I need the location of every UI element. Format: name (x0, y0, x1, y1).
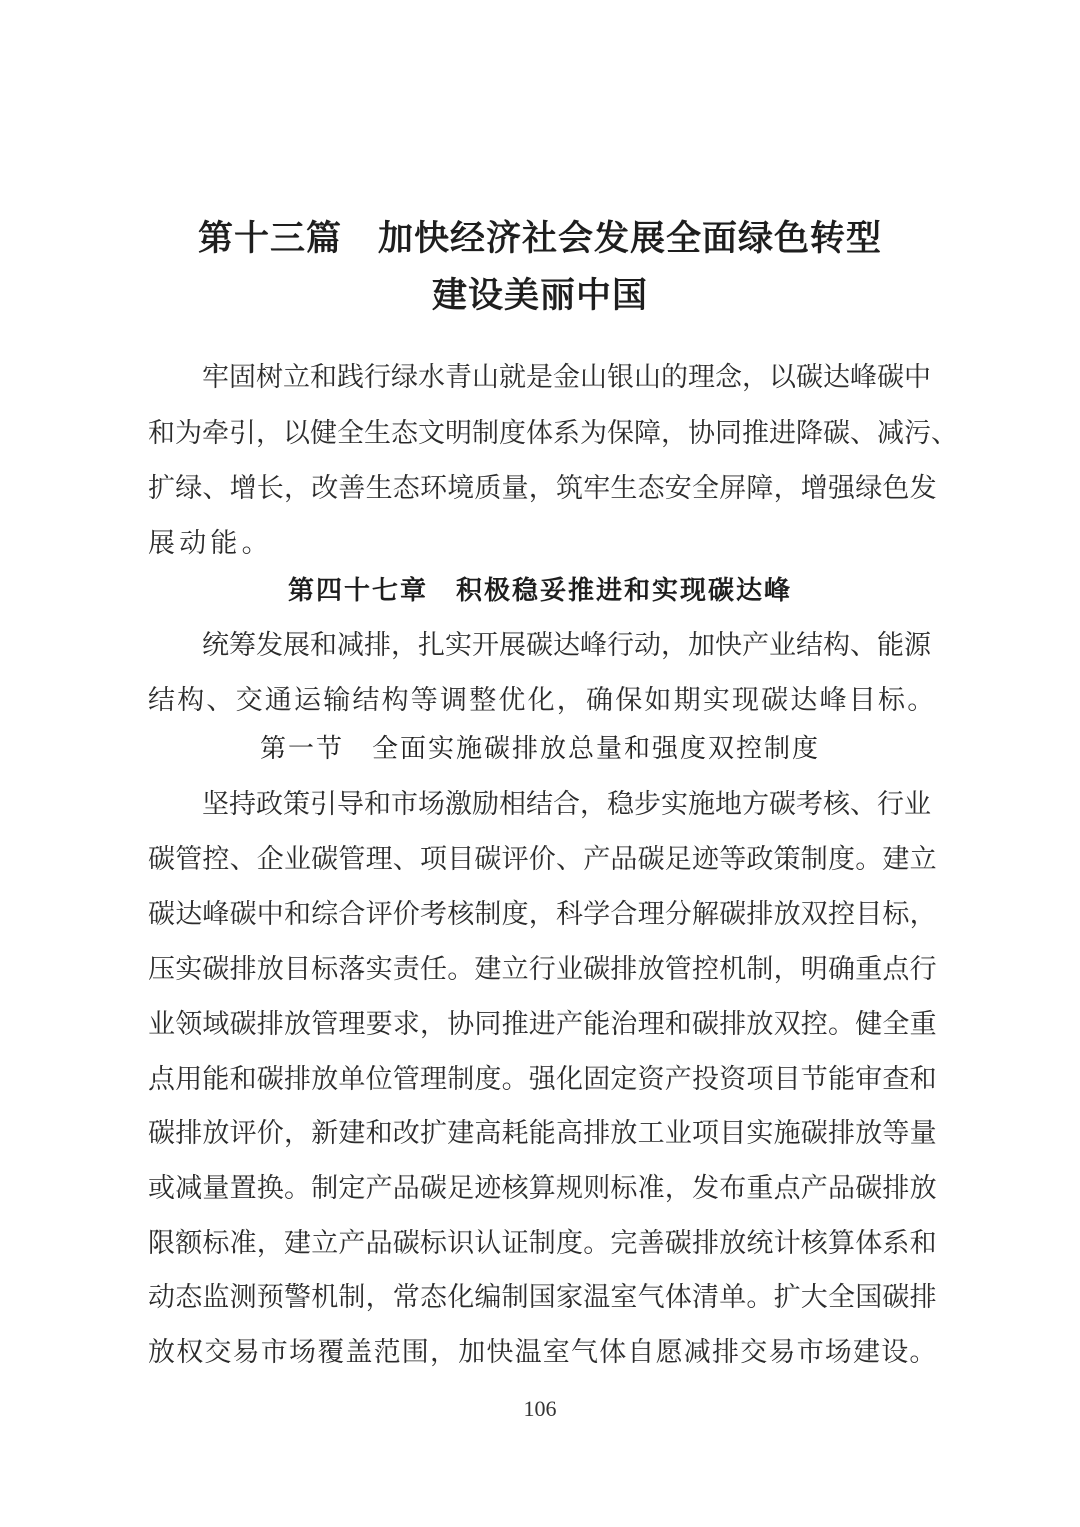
section-line-2: 碳管控、企业碳管理、项目碳评价、产品碳足迹等政策制度。建立 (148, 844, 937, 875)
section-line-1: 坚持政策引导和市场激励相结合，稳步实施地方碳考核、行业 (202, 789, 931, 820)
chapter-line-1: 统筹发展和减排，扎实开展碳达峰行动，加快产业结构、能源 (202, 630, 931, 661)
intro-line-3: 扩绿、增长，改善生态环境质量，筑牢生态安全屏障，增强绿色发 (148, 473, 937, 504)
intro-line-1: 牢固树立和践行绿水青山就是金山银山的理念，以碳达峰碳中 (202, 362, 931, 393)
section-line-8: 或减量置换。制定产品碳足迹核算规则标准，发布重点产品碳排放 (148, 1173, 937, 1204)
part-title-line-1: 第十三篇 加快经济社会发展全面绿色转型 (197, 219, 882, 259)
section-line-10: 动态监测预警机制，常态化编制国家温室气体清单。扩大全国碳排 (148, 1282, 937, 1313)
section-line-6: 点用能和碳排放单位管理制度。强化固定资产投资项目节能审查和 (148, 1064, 937, 1095)
section-line-3: 碳达峰碳中和综合评价考核制度，科学合理分解碳排放双控目标， (148, 899, 937, 930)
chapter-title: 第四十七章 积极稳妥推进和实现碳达峰 (287, 576, 792, 606)
intro-line-4: 展动能。 (148, 528, 273, 559)
chapter-line-2: 结构、交通运输结构等调整优化，确保如期实现碳达峰目标。 (148, 685, 937, 716)
section-line-5: 业领域碳排放管理要求，协同推进产能治理和碳排放双控。健全重 (148, 1009, 937, 1040)
section-title: 第一节 全面实施碳排放总量和强度双控制度 (259, 734, 820, 764)
section-line-4: 压实碳排放目标落实责任。建立行业碳排放管控机制，明确重点行 (148, 954, 937, 985)
section-line-9: 限额标准，建立产品碳标识认证制度。完善碳排放统计核算体系和 (148, 1228, 937, 1259)
intro-line-2: 和为牵引，以健全生态文明制度体系为保障，协同推进降碳、减污、 (148, 418, 958, 449)
section-line-7: 碳排放评价，新建和改扩建高耗能高排放工业项目实施碳排放等量 (148, 1118, 937, 1149)
section-line-11: 放权交易市场覆盖范围，加快温室气体自愿减排交易市场建设。 (148, 1337, 938, 1368)
part-title-line-2: 建设美丽中国 (431, 276, 648, 316)
page-number: 106 (523, 1396, 557, 1421)
